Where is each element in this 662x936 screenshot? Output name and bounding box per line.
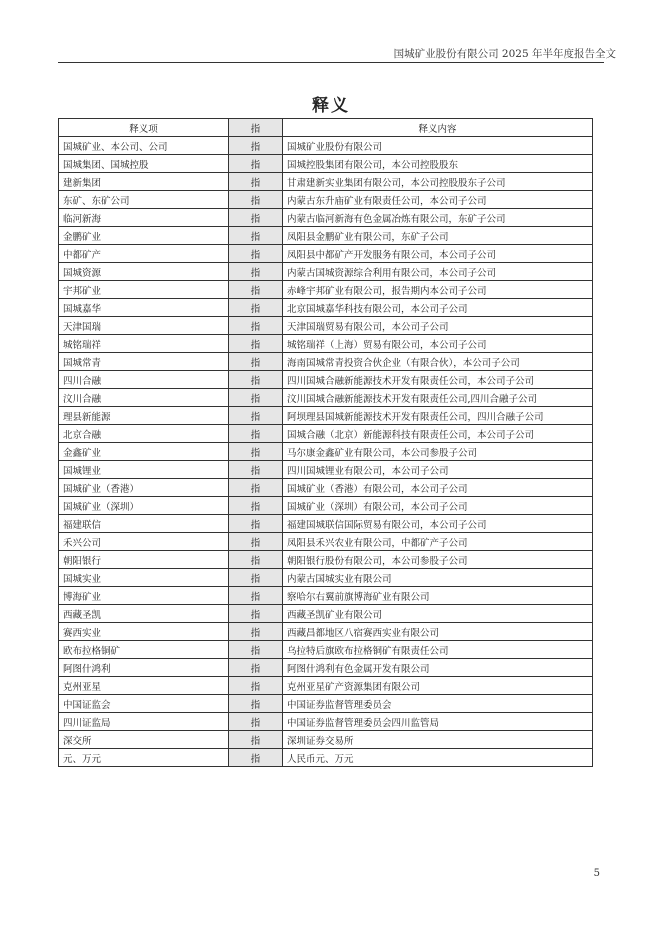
table-row (59, 731, 593, 749)
refers-cell: 指 (229, 533, 283, 551)
table-row (59, 479, 593, 497)
table-row (59, 695, 593, 713)
refers-cell: 指 (229, 587, 283, 605)
refers-cell: 指 (229, 299, 283, 317)
table-row (59, 425, 593, 443)
table-row (59, 173, 593, 191)
table-row (59, 245, 593, 263)
refers-cell: 指 (229, 209, 283, 227)
term-cell: 国城实业 (59, 569, 229, 587)
definition-cell: 乌拉特后旗欧布拉格铜矿有限责任公司 (283, 641, 593, 659)
definition-cell: 阿坝理县国城新能源技术开发有限责任公司，四川合融子公司 (283, 407, 593, 425)
refers-cell: 指 (229, 713, 283, 731)
term-cell: 禾兴公司 (59, 533, 229, 551)
refers-cell: 指 (229, 425, 283, 443)
refers-cell: 指 (229, 245, 283, 263)
definition-cell: 内蒙古国城实业有限公司 (283, 569, 593, 587)
term-cell: 国城矿业、本公司、公司 (59, 137, 229, 155)
table-row (59, 353, 593, 371)
definition-cell: 天津国瑞贸易有限公司，本公司子公司 (283, 317, 593, 335)
term-cell: 理县新能源 (59, 407, 229, 425)
definition-cell: 克州亚星矿产资源集团有限公司 (283, 677, 593, 695)
table-row (59, 551, 593, 569)
definition-cell: 西藏圣凯矿业有限公司 (283, 605, 593, 623)
term-cell: 克州亚星 (59, 677, 229, 695)
table-row (59, 137, 593, 155)
refers-cell: 指 (229, 605, 283, 623)
table-row (59, 227, 593, 245)
table-row (59, 623, 593, 641)
refers-cell: 指 (229, 551, 283, 569)
definition-cell: 甘肃建新实业集团有限公司，本公司控股股东子公司 (283, 173, 593, 191)
definition-cell: 福建国城联信国际贸易有限公司，本公司子公司 (283, 515, 593, 533)
refers-cell: 指 (229, 677, 283, 695)
term-cell: 朝阳银行 (59, 551, 229, 569)
refers-cell: 指 (229, 173, 283, 191)
table-row (59, 497, 593, 515)
term-cell: 天津国瑞 (59, 317, 229, 335)
definition-cell: 汶川国城合融新能源技术开发有限责任公司,四川合融子公司 (283, 389, 593, 407)
refers-cell: 指 (229, 569, 283, 587)
definition-cell: 内蒙古国城资源综合利用有限公司，本公司子公司 (283, 263, 593, 281)
table-row (59, 209, 593, 227)
definition-cell: 内蒙古东升庙矿业有限责任公司，本公司子公司 (283, 191, 593, 209)
definition-cell: 内蒙古临河新海有色金属冶炼有限公司，东矿子公司 (283, 209, 593, 227)
refers-cell: 指 (229, 155, 283, 173)
term-cell: 国城矿业（深圳） (59, 497, 229, 515)
definition-cell: 凤阳县金鹏矿业有限公司，东矿子公司 (283, 227, 593, 245)
term-cell: 福建联信 (59, 515, 229, 533)
term-cell: 中国证监会 (59, 695, 229, 713)
term-cell: 国城嘉华 (59, 299, 229, 317)
definition-cell: 中国证券监督管理委员会 (283, 695, 593, 713)
definition-cell: 国城矿业股份有限公司 (283, 137, 593, 155)
table-row (59, 749, 593, 767)
table-row (59, 155, 593, 173)
term-cell: 中都矿产 (59, 245, 229, 263)
definition-cell: 人民币元、万元 (283, 749, 593, 767)
column-header-definition: 释义内容 (283, 119, 593, 137)
page-title: 释义 (312, 96, 350, 116)
definition-cell: 凤阳县禾兴农业有限公司，中都矿产子公司 (283, 533, 593, 551)
refers-cell: 指 (229, 479, 283, 497)
term-cell: 赛西实业 (59, 623, 229, 641)
term-cell: 国城锂业 (59, 461, 229, 479)
refers-cell: 指 (229, 659, 283, 677)
table-row (59, 371, 593, 389)
refers-cell: 指 (229, 731, 283, 749)
table-row (59, 713, 593, 731)
term-cell: 西藏圣凯 (59, 605, 229, 623)
term-cell: 北京合融 (59, 425, 229, 443)
definition-cell: 城铭瑞祥（上海）贸易有限公司，本公司子公司 (283, 335, 593, 353)
term-cell: 元、万元 (59, 749, 229, 767)
table-row (59, 461, 593, 479)
definition-cell: 四川国城锂业有限公司，本公司子公司 (283, 461, 593, 479)
refers-cell: 指 (229, 641, 283, 659)
term-cell: 深交所 (59, 731, 229, 749)
table-body (59, 137, 593, 767)
table-row (59, 587, 593, 605)
table-row (59, 659, 593, 677)
refers-cell: 指 (229, 515, 283, 533)
definition-cell: 国城矿业（深圳）有限公司，本公司子公司 (283, 497, 593, 515)
term-cell: 建新集团 (59, 173, 229, 191)
definition-cell: 北京国城嘉华科技有限公司，本公司子公司 (283, 299, 593, 317)
refers-cell: 指 (229, 137, 283, 155)
term-cell: 四川证监局 (59, 713, 229, 731)
table-row (59, 389, 593, 407)
refers-cell: 指 (229, 749, 283, 767)
definition-cell: 国城合融（北京）新能源科技有限责任公司，本公司子公司 (283, 425, 593, 443)
table-row (59, 299, 593, 317)
refers-cell: 指 (229, 695, 283, 713)
definition-cell: 赤峰宇邦矿业有限公司，报告期内本公司子公司 (283, 281, 593, 299)
definition-cell: 国城矿业（香港）有限公司，本公司子公司 (283, 479, 593, 497)
definition-cell: 深圳证券交易所 (283, 731, 593, 749)
table-row (59, 335, 593, 353)
refers-cell: 指 (229, 461, 283, 479)
refers-cell: 指 (229, 227, 283, 245)
definition-cell: 马尔康金鑫矿业有限公司，本公司参股子公司 (283, 443, 593, 461)
refers-cell: 指 (229, 443, 283, 461)
report-header: 国城矿业股份有限公司 2025 年半年度报告全文 (393, 48, 616, 60)
refers-cell: 指 (229, 335, 283, 353)
refers-cell: 指 (229, 317, 283, 335)
table-row (59, 569, 593, 587)
header-divider (58, 62, 604, 63)
definition-cell: 察哈尔右翼前旗博海矿业有限公司 (283, 587, 593, 605)
refers-cell: 指 (229, 281, 283, 299)
table-row (59, 605, 593, 623)
refers-cell: 指 (229, 389, 283, 407)
page-number: 5 (593, 868, 600, 879)
definition-cell: 朝阳银行股份有限公司，本公司参股子公司 (283, 551, 593, 569)
term-cell: 国城集团、国城控股 (59, 155, 229, 173)
definition-cell: 中国证券监督管理委员会四川监管局 (283, 713, 593, 731)
refers-cell: 指 (229, 191, 283, 209)
definition-cell: 西藏昌都地区八宿赛西实业有限公司 (283, 623, 593, 641)
definitions-table (58, 118, 593, 767)
table-row (59, 533, 593, 551)
refers-cell: 指 (229, 497, 283, 515)
term-cell: 国城矿业（香港） (59, 479, 229, 497)
table-row (59, 443, 593, 461)
table-row (59, 263, 593, 281)
term-cell: 东矿、东矿公司 (59, 191, 229, 209)
table-row (59, 641, 593, 659)
term-cell: 城铭瑞祥 (59, 335, 229, 353)
refers-cell: 指 (229, 623, 283, 641)
term-cell: 四川合融 (59, 371, 229, 389)
definition-cell: 凤阳县中都矿产开发服务有限公司，本公司子公司 (283, 245, 593, 263)
column-header-term: 释义项 (59, 119, 229, 137)
refers-cell: 指 (229, 353, 283, 371)
term-cell: 阿图什鸿利 (59, 659, 229, 677)
term-cell: 欧布拉格铜矿 (59, 641, 229, 659)
term-cell: 金鑫矿业 (59, 443, 229, 461)
term-cell: 临河新海 (59, 209, 229, 227)
table-header-row (59, 119, 593, 137)
term-cell: 国城常青 (59, 353, 229, 371)
term-cell: 国城资源 (59, 263, 229, 281)
table-row (59, 515, 593, 533)
table-row (59, 407, 593, 425)
definition-cell: 国城控股集团有限公司，本公司控股股东 (283, 155, 593, 173)
refers-cell: 指 (229, 371, 283, 389)
column-header-refers: 指 (229, 119, 283, 137)
definition-cell: 阿图什鸿利有色金属开发有限公司 (283, 659, 593, 677)
table-row (59, 317, 593, 335)
table-row (59, 677, 593, 695)
term-cell: 金鹏矿业 (59, 227, 229, 245)
table-row (59, 281, 593, 299)
definition-cell: 四川国城合融新能源技术开发有限责任公司，本公司子公司 (283, 371, 593, 389)
term-cell: 宇邦矿业 (59, 281, 229, 299)
table-row (59, 191, 593, 209)
term-cell: 博海矿业 (59, 587, 229, 605)
definition-cell: 海南国城常青投资合伙企业（有限合伙），本公司子公司 (283, 353, 593, 371)
refers-cell: 指 (229, 407, 283, 425)
term-cell: 汶川合融 (59, 389, 229, 407)
refers-cell: 指 (229, 263, 283, 281)
